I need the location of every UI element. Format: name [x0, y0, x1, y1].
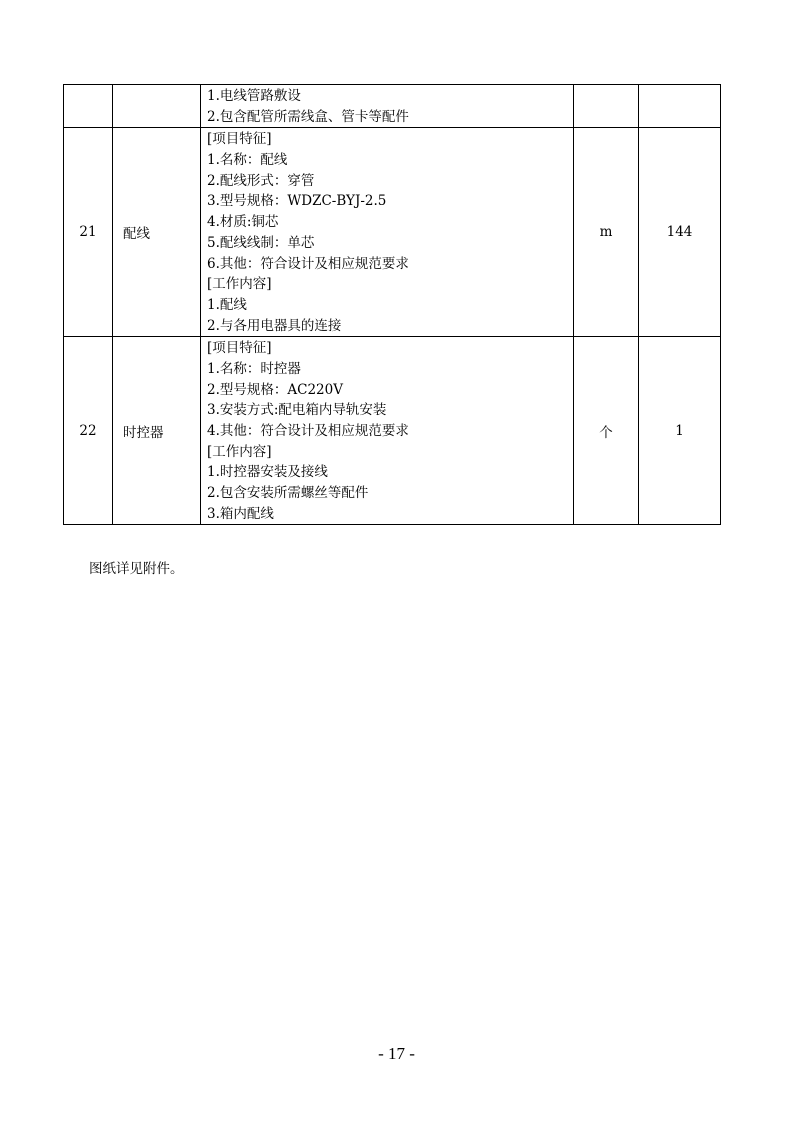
item-unit-cell — [574, 85, 639, 128]
description-line: 6.其他：符合设计及相应规范要求 — [207, 255, 409, 272]
description-line: 4.材质:铜芯 — [207, 214, 279, 231]
item-number-cell: 21 — [64, 128, 113, 337]
item-name-cell — [113, 85, 201, 128]
attachment-note: 图纸详见附件。 — [89, 561, 184, 577]
description-line: 2.包含安装所需螺丝等配件 — [207, 485, 369, 502]
table-row — [64, 337, 721, 525]
item-quantity-cell: 1 — [639, 337, 721, 525]
description-line: 2.型号规格：AC220V — [207, 381, 343, 398]
description-line: [项目特征] — [207, 131, 272, 148]
item-name-cell: 配线 — [113, 128, 201, 337]
table-row — [64, 128, 721, 337]
description-line: 2.与各用电器具的连接 — [207, 317, 342, 334]
description-line: [项目特征] — [207, 340, 272, 357]
description-line: 1.名称：时控器 — [207, 360, 301, 377]
description-line: 3.安装方式:配电箱内导轨安装 — [207, 402, 387, 419]
item-description-cell — [201, 85, 574, 128]
description-line: 1.配线 — [207, 296, 247, 313]
description-line: 1.电线管路敷设 — [207, 88, 301, 104]
item-number-cell — [64, 85, 113, 128]
item-description-cell — [201, 128, 574, 337]
item-quantity-cell — [639, 85, 721, 128]
description-line: 3.箱内配线 — [207, 505, 274, 522]
item-description-cell — [201, 337, 574, 525]
item-unit-cell: m — [574, 128, 639, 337]
description-line: 5.配线线制：单芯 — [207, 234, 315, 251]
item-quantity-cell: 144 — [639, 128, 721, 337]
description-line: 2.包含配管所需线盒、管卡等配件 — [207, 108, 409, 125]
description-line: [工作内容] — [207, 443, 272, 460]
page-number: - 17 - — [378, 1044, 415, 1063]
item-number-cell: 22 — [64, 337, 113, 525]
bill-of-quantities-table — [63, 84, 721, 525]
table-row — [64, 85, 721, 128]
item-name-cell: 时控器 — [113, 337, 201, 525]
item-unit-cell: 个 — [574, 337, 639, 525]
description-line: 4.其他：符合设计及相应规范要求 — [207, 423, 409, 439]
description-line: 1.时控器安装及接线 — [207, 464, 328, 481]
description-line: 1.名称：配线 — [207, 152, 288, 169]
description-line: [工作内容] — [207, 276, 272, 293]
description-line: 3.型号规格：WDZC-BYJ-2.5 — [207, 193, 387, 210]
description-line: 2.配线形式：穿管 — [207, 172, 315, 189]
